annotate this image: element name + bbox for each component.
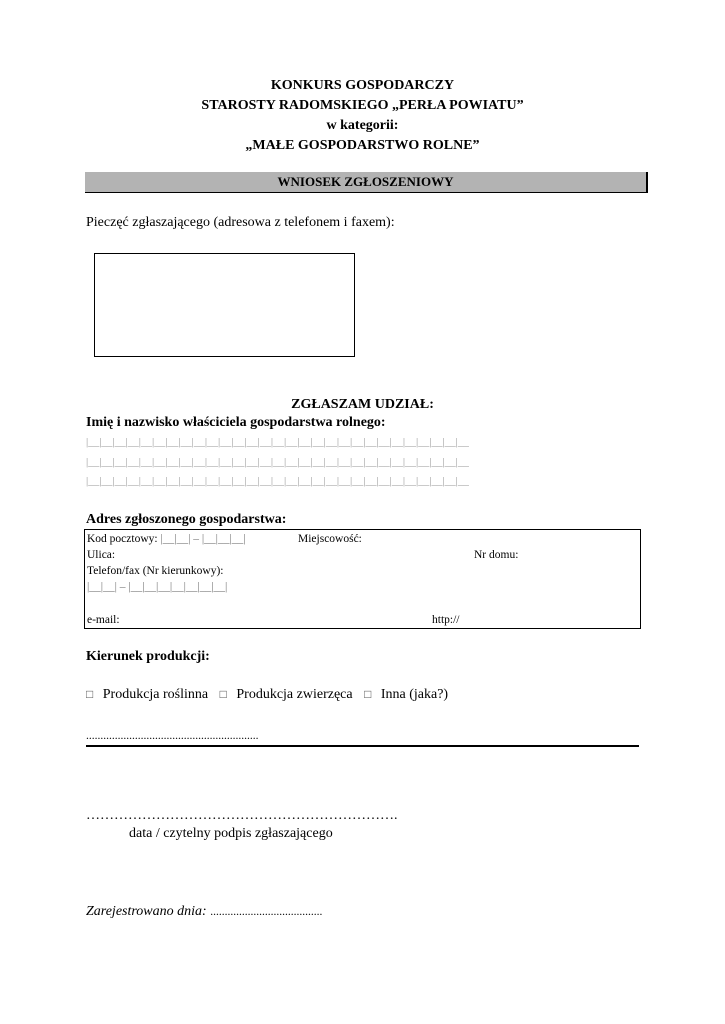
owner-name-grid-row-2[interactable]: |__|__|__|__|__|__|__|__|__|__|__|__|__|__|__|__|__|__|__|__|__|__|__|__|__|__|__|__|__ [86,456,469,468]
city-label: Miejscowość: [298,533,362,545]
section-title-bar: WNIOSEK ZGŁOSZENIOWY [85,172,648,193]
contest-title: KONKURS GOSPODARCZY [270,78,455,93]
phone-label: Telefon/fax (Nr kierunkowy): [87,565,224,577]
option-plant: Produkcja roślinna [102,687,209,702]
owner-name-grid-row-3[interactable]: |__|__|__|__|__|__|__|__|__|__|__|__|__|__|__|__|__|__|__|__|__|__|__|__|__|__|__|__|__ [86,475,469,487]
postal-code-field[interactable] [87,532,246,546]
registration-date-line[interactable]: ....................................... [210,906,323,918]
category-name: „MAŁE GOSPODARSTWO ROLNE” [245,138,480,153]
checkbox-icon[interactable]: □ [219,687,227,701]
owner-name-label: Imię i nazwisko właściciela gospodarstwa rolnego: [86,415,386,430]
stamp-label: Pieczęć zgłaszającego (adresowa z telefonem i faxem): [86,215,395,230]
divider-line [86,745,639,747]
checkbox-icon[interactable]: □ [364,687,372,701]
registration-label: Zarejestrowano dnia: [86,904,207,919]
option-other: Inna (jaka?) [380,687,449,702]
stamp-box[interactable] [94,253,355,357]
email-label: e-mail: [87,614,120,626]
signature-caption: data / czytelny podpis zgłaszającego [129,826,333,841]
production-options [86,687,448,703]
postal-code-label: Kod pocztowy: [87,533,158,545]
owner-name-grid-row-1[interactable]: |__|__|__|__|__|__|__|__|__|__|__|__|__|__|__|__|__|__|__|__|__|__|__|__|__|__|__|__|__ [86,436,469,448]
registration-field [86,904,322,920]
house-number-label: Nr domu: [474,549,519,561]
contest-organizer: STAROSTY RADOMSKIEGO „PERŁA POWIATU” [201,98,524,113]
category-intro: w kategorii: [326,118,399,133]
street-label: Ulica: [87,549,116,561]
signature-line[interactable]: …………………………………………………………. [86,808,398,823]
declaration-heading: ZGŁASZAM UDZIAŁ: [291,397,434,412]
other-production-line[interactable]: ............................................................ [86,730,259,742]
postal-code-boxes[interactable]: |__|__| – |__|__|__| [160,533,246,545]
production-label: Kierunek produkcji: [86,649,210,664]
phone-boxes[interactable]: |__|__| – |__|__|__|__|__|__|__| [87,581,228,593]
address-label: Adres zgłoszonego gospodarstwa: [86,512,287,527]
checkbox-icon[interactable]: □ [86,687,94,701]
website-label: http:// [432,614,460,626]
option-animal: Produkcja zwierzęca [236,687,353,702]
